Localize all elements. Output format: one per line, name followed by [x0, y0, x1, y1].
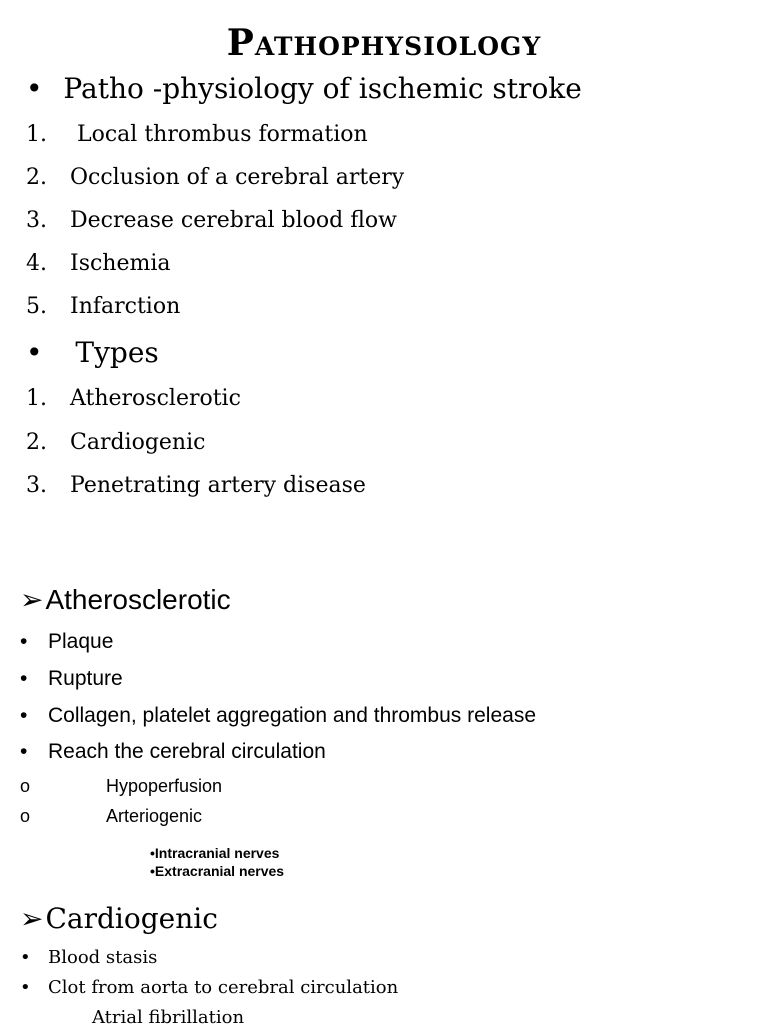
list-item: [26, 294, 180, 319]
circle-bullet-glyph: o: [20, 806, 31, 826]
item-number: 2.: [26, 165, 47, 190]
bullet-glyph: •: [20, 630, 28, 653]
list-item: [26, 386, 241, 411]
list-item: [20, 667, 123, 691]
circle-bullet-glyph: o: [20, 776, 31, 796]
heading-text: Patho -physiology of ischemic stroke: [63, 72, 582, 105]
list-item: [20, 977, 398, 998]
bullet-glyph: •: [20, 704, 28, 727]
page-title: Pathophysiology: [226, 22, 542, 64]
section-heading-types: [26, 336, 159, 369]
item-text: Local thrombus formation: [70, 122, 368, 147]
arrow-icon: ➢: [20, 584, 44, 615]
item-text: Occlusion of a cerebral artery: [70, 165, 405, 190]
list-item: [20, 630, 113, 654]
item-text: Atherosclerotic: [70, 386, 241, 411]
item-number: 3.: [26, 473, 47, 498]
item-text: Ischemia: [70, 251, 171, 276]
list-item: [26, 208, 397, 233]
bullet-glyph: •: [20, 667, 28, 690]
bullet-glyph: •: [26, 336, 43, 369]
section-heading-pathophysiology: [26, 72, 582, 105]
bullet-glyph: •: [20, 740, 28, 763]
heading-text: Atherosclerotic: [45, 584, 231, 615]
item-text: Plaque: [48, 630, 114, 653]
item-number: 3.: [26, 208, 47, 233]
heading-text: Cardiogenic: [45, 902, 218, 935]
item-text: Atrial fibrillation: [92, 1007, 245, 1028]
list-item: [26, 430, 205, 455]
item-number: 2.: [26, 430, 47, 455]
heading-text: Types: [75, 336, 159, 369]
item-text: Blood stasis: [48, 947, 158, 968]
item-text: Arteriogenic: [106, 806, 203, 826]
list-item: [20, 740, 326, 764]
arrow-icon: ➢: [20, 903, 44, 934]
list-item: [26, 165, 404, 190]
item-number: 1.: [26, 122, 47, 147]
item-number: 1.: [26, 386, 47, 411]
list-item: [26, 122, 368, 147]
item-text: Clot from aorta to cerebral circulation: [48, 977, 399, 998]
item-text: Reach the cerebral circulation: [48, 740, 326, 763]
item-text: Collagen, platelet aggregation and thrombus release: [48, 704, 536, 727]
item-text: Penetrating artery disease: [70, 473, 366, 498]
bullet-glyph: •: [20, 977, 31, 998]
section-heading-atherosclerotic: [20, 583, 231, 616]
item-number: 5.: [26, 294, 47, 319]
sub-sub-item: •Intracranial nerves: [150, 845, 280, 861]
sub-list-item: [20, 776, 222, 797]
item-text: Infarction: [70, 294, 181, 319]
bullet-glyph: •: [20, 947, 31, 968]
sub-list-item: [92, 1007, 244, 1028]
list-item: [20, 704, 536, 728]
bullet-glyph: •: [26, 72, 43, 105]
item-number: 4.: [26, 251, 47, 276]
list-item: [26, 473, 366, 498]
section-heading-cardiogenic: [20, 902, 218, 935]
sub-sub-item: •Extracranial nerves: [150, 863, 285, 879]
item-text: Rupture: [48, 667, 123, 690]
item-text: Hypoperfusion: [106, 776, 223, 796]
item-text: Decrease cerebral blood flow: [70, 208, 397, 233]
list-item: [20, 947, 157, 968]
item-text: Cardiogenic: [70, 430, 206, 455]
list-item: [26, 251, 171, 276]
sub-list-item: [20, 806, 202, 827]
